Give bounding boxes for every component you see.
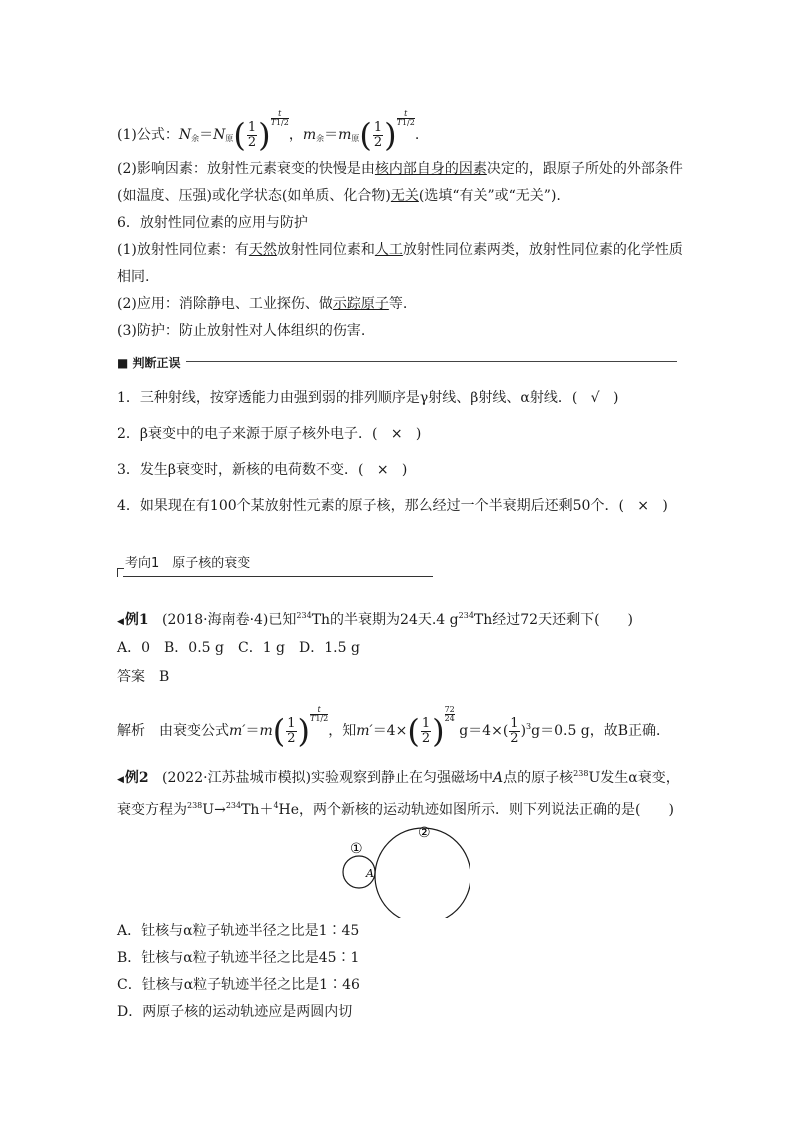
orbit-label-1: ①: [350, 841, 363, 857]
orbit-label-2: ②: [418, 825, 431, 841]
solution: 解析 由衰变公式m′＝m( $\frac{1}{2}$ ) $\frac{t}{T1/2}$，知m′＝4×( $\frac{1}{2}$ ) $\frac{72}{24} g=4\times$( $\frac{1}{2}$ )$^3$g＝0.5 g，故B正确．: [117, 705, 671, 750]
section-6-title: 6．放射性同位素的应用与防护: [117, 215, 308, 231]
judge-item-3: 3．发生β衰变时，新核的电荷数不变．( × ): [117, 462, 408, 478]
half-life-formula: (1)公式：$N_余=N_原$( $\frac{1}{2}$ ) $\frac{t}{T1/2}$，$m_余=m_原$( $\frac{1}{2}$ ) $\frac{t}{T1/2}$.: [117, 109, 420, 154]
fraction: $\frac{1}{2}$: [247, 119, 257, 150]
judge-item-2: 2．β衰变中的电子来源于原子核外电子．( × ): [117, 426, 422, 442]
factors-line: (2)影响因素：放射性元素衰变的快慢是由核内部自身的因素决定的，跟原子所处的外部条件: [117, 161, 683, 177]
judge-item-1: 1．三种射线，按穿透能力由强到弱的排列顺序是γ射线、β射线、α射线．( √ ): [117, 390, 619, 406]
topic-heading: 考向1 原子核的衰变: [117, 552, 433, 576]
isotope-line-2: 相同.: [117, 269, 150, 285]
judge-section-heading: ■ 判断正误: [117, 356, 181, 370]
option-d: D．两原子核的运动轨迹应是两圆内切: [117, 1004, 353, 1020]
option-b: B．钍核与α粒子轨迹半径之比是45∶1: [117, 950, 360, 966]
application-line: (2)应用：消除静电、工业探伤、做示踪原子等.: [117, 296, 408, 312]
isotope-line: (1)放射性同位素：有天然放射性同位素和人工放射性同位素两类，放射性同位素的化学性质: [117, 242, 683, 258]
orbit-figure: [330, 822, 470, 918]
judge-item-4: 4．如果现在有100个某放射性元素的原子核，那么经过一个半衰期后还剩50个．( × ): [117, 498, 668, 514]
factors-line-2: (如温度、压强)或化学状态(如单质、化合物)无关(选填“有关”或“无关”).: [117, 188, 561, 204]
fraction: $\frac{1}{2}$: [373, 119, 383, 150]
point-a-label: A: [366, 867, 374, 880]
option-c: C．钍核与α粒子轨迹半径之比是1∶46: [117, 977, 360, 993]
example-2: ◀ 例2 (2022·江苏盐城市模拟)实验观察到静止在匀强磁场中A点的原子核$^{238}$U发生α衰变，: [117, 764, 680, 790]
section-rule: [186, 361, 677, 362]
option-a: A．钍核与α粒子轨迹半径之比是1∶45: [117, 923, 360, 939]
exponent: $\frac{t}{T1/2}$: [270, 109, 289, 127]
protection-line: (3)防护：防止放射性对人体组织的伤害.: [117, 323, 366, 339]
example-2-line-2: 衰变方程为$^{238}$U→$^{234}$Th＋$^4$He，两个新核的运动轨迹如图所示．则下列说法正确的是( ): [117, 801, 674, 818]
example-1-options: A．0 B．0.5 g C．1 g D．1.5 g: [117, 640, 360, 656]
large-orbit: [375, 828, 470, 918]
exponent: $\frac{t}{T1/2}$: [396, 109, 415, 127]
answer: 答案 B: [117, 669, 170, 685]
example-1: ◀ 例1 (2018·海南卷·4)已知$^{234}$Th的半衰期为24天.4 $g^{234}Th$经过72天还剩下( ): [117, 606, 633, 632]
